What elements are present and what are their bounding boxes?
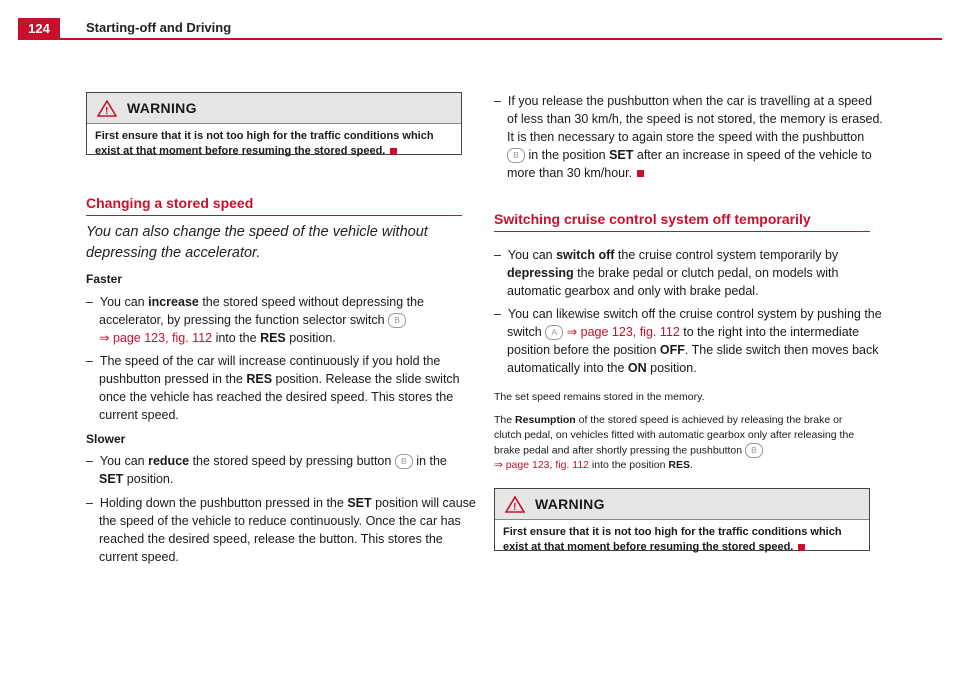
end-marker-icon <box>637 170 644 177</box>
header-rule <box>18 38 942 40</box>
warning-triangle-icon <box>505 496 525 513</box>
page-header <box>18 18 942 40</box>
note-resumption: The Resumption of the stored speed is achieved by releasing the brake or clutch pedal, on vehicles fitted with automatic gearbox only after releasing the brake pedal and after shortly pressing the pushbutton B ⇒ page 123, fig. 112 into the position RES. <box>494 414 855 472</box>
note-stored-speed: The set speed remains stored in the memory. <box>494 391 705 403</box>
chapter-title: Starting-off and Driving <box>86 20 232 35</box>
page-reference-link[interactable]: ⇒ page 123, fig. 112 <box>99 331 213 345</box>
page-number: 124 <box>18 18 60 38</box>
subheading-slower: Slower <box>86 432 126 446</box>
section-title-changing-speed: Changing a stored speed <box>86 195 462 216</box>
end-marker-icon <box>798 544 805 551</box>
warning-triangle-icon <box>97 100 117 117</box>
warning-text: First ensure that it is not too high for the traffic conditions which exist at that moment before resuming the stored speed. <box>95 130 434 157</box>
warning-text: First ensure that it is not too high for the traffic conditions which exist at that moment before resuming the stored speed. <box>503 526 842 553</box>
page-reference-link[interactable]: ⇒ page 123, fig. 112 <box>494 459 590 472</box>
label-badge-b: B <box>395 454 413 469</box>
warning-heading: WARNING <box>127 100 197 116</box>
warning-box <box>494 488 870 551</box>
list-item: – Holding down the pushbutton pressed in the SET position will cause the speed of the vehicle to reduce continuously. Once the car has reached the desired speed, release the button. This stores the current speed. <box>86 496 476 564</box>
warning-heading: WARNING <box>535 496 605 512</box>
list-item: – You can reduce the stored speed by pressing button B in the SET position. <box>86 454 447 486</box>
label-badge-a: A <box>545 325 563 340</box>
svg-text:!: ! <box>513 501 517 513</box>
list-item: – The speed of the car will increase continuously if you hold the pushbutton pressed in the RES position. Release the slide switch once the vehicle has reached the desired speed. This stores the current speed. <box>86 354 460 422</box>
list-item: – If you release the pushbutton when the car is travelling at a speed of less than 30 km/h, the speed is not stored, the memory is erased. It is then necessary to again store the speed with the pushbutton B in the position SET after an increase in speed of the vehicle to more than 30 km/hour. <box>494 94 883 180</box>
label-badge-b: B <box>388 313 406 328</box>
list-item: – You can likewise switch off the cruise control system by pushing the switch A ⇒ page 123, fig. 112 to the right into the intermediate position before the position OFF. The slide switch then moves back automatically into the ON position. <box>494 307 882 375</box>
label-badge-b: B <box>507 148 525 163</box>
page-reference-link[interactable]: ⇒ page 123, fig. 112 <box>566 325 680 339</box>
list-item: – You can increase the stored speed without depressing the accelerator, by pressing the function selector switch B ⇒ page 123, fig. 112 into the RES position. <box>86 295 424 345</box>
subheading-faster: Faster <box>86 272 123 286</box>
list-item: – You can switch off the cruise control system temporarily by depressing the brake pedal or clutch pedal, on models with automatic gearbox and only with brake pedal. <box>494 248 839 298</box>
section-title-switching-off: Switching cruise control system off temporarily <box>494 211 870 232</box>
end-marker-icon <box>390 148 397 155</box>
warning-header <box>87 93 461 124</box>
warning-box <box>86 92 462 155</box>
warning-header <box>495 489 869 520</box>
svg-text:!: ! <box>105 105 109 117</box>
label-badge-b: B <box>745 443 763 458</box>
section-intro: You can also change the speed of the vehicle without depressing the accelerator. <box>86 224 428 261</box>
